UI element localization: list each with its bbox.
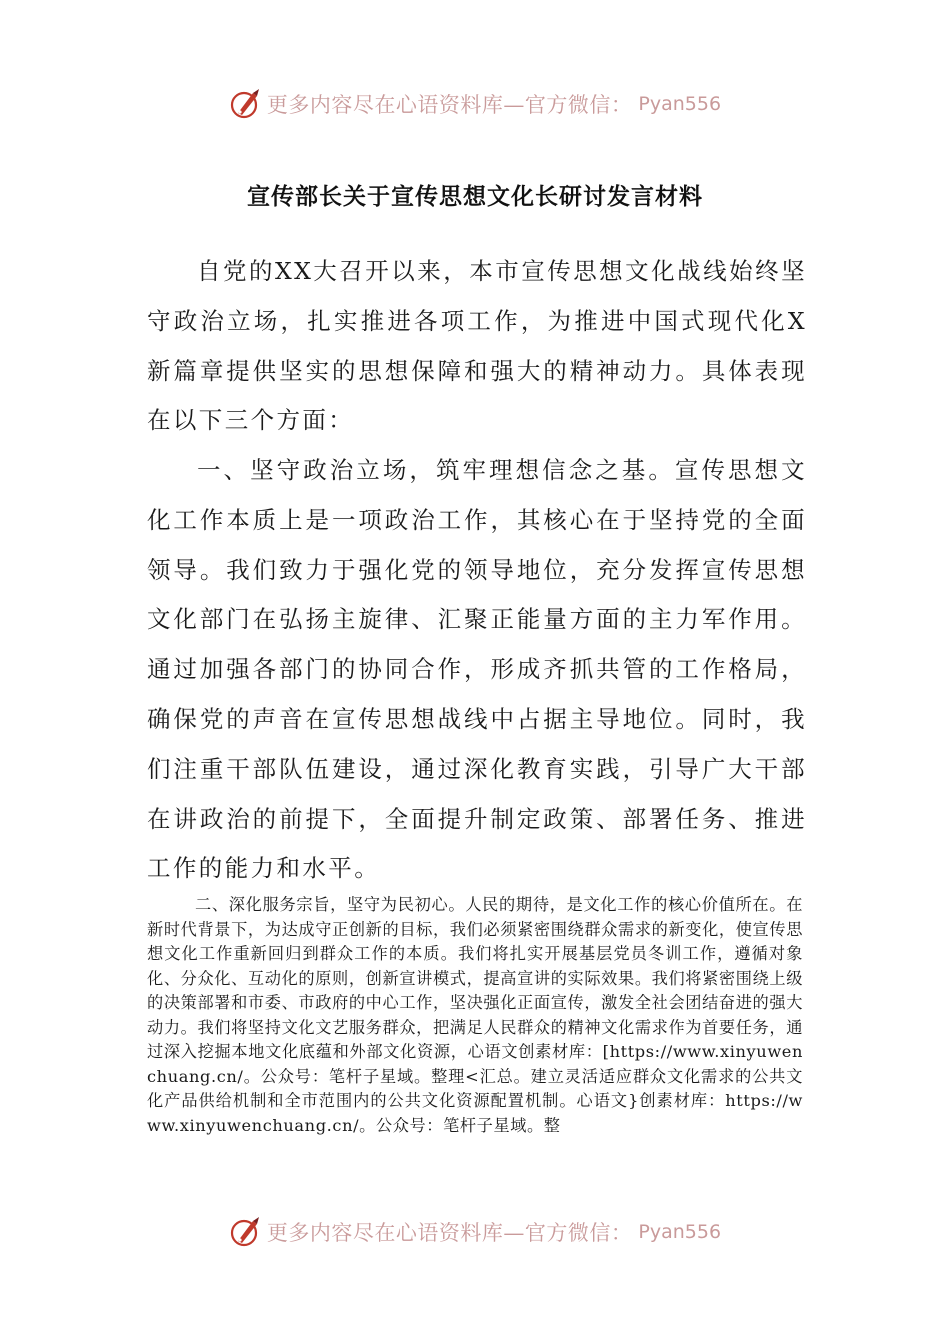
banner-contact: Pyan556: [638, 1221, 722, 1243]
banner-text: 更多内容尽在心语资料库—官方微信：: [266, 93, 633, 117]
banner-text: 更多内容尽在心语资料库—官方微信：: [266, 1221, 633, 1245]
document-title: 宣传部长关于宣传思想文化长研讨发言材料: [247, 184, 703, 210]
pen-nib-circle-icon: [229, 87, 263, 121]
banner-contact: Pyan556: [638, 93, 722, 115]
footer-banner: [0, 1210, 950, 1254]
paragraph-section-one: 一、坚守政治立场，筑牢理想信念之基。宣传思想文化工作本质上是一项政治工作，其核心在于坚持党的全面领导。我们致力于强化党的领导地位，充分发挥宣传思想文化部门在弘扬主旋律、汇聚正能量方面的主力军作用。通过加强各部门的协同合作，形成齐抓共管的工作格局，确保党的声音在宣传思想战线中占据主导地位。同时，我们注重干部队伍建设，通过深化教育实践，引导广大干部在讲政治的前提下，全面提升制定政策、部署任务、推进工作的能力和水平。: [147, 456, 807, 883]
paragraph-section-two: 二、深化服务宗旨，坚守为民初心。人民的期待，是文化工作的核心价值所在。在新时代背景下，为达成守正创新的目标，我们必须紧密围绕群众需求的新变化，使宣传思想文化工作重新回归到群众工作的本质。我们将扎实开展基层党员冬训工作，遵循对象化、分众化、互动化的原则，创新宣讲模式，提高宣讲的实际效果。我们将紧密围绕上级的决策部署和市委、市政府的中心工作，坚决强化正面宣传，激发全社会团结奋进的强大动力。我们将坚持文化文艺服务群众，把满足人民群众的精神文化需求作为首要任务，通过深入挖掘本地文化底蕴和外部文化资源，心语文创素材库：[https://www.xinyuwenchuang.cn/。公众号：笔杆子星域。整理<汇总。建立灵活适应群众文化需求的公共文化产品供给机制和全市范围内的公共文化资源配置机制。心语文}创素材库：https://www.xinyuwenchuang.cn/。公众号：笔杆子星域。整: [147, 895, 803, 1135]
header-banner: [0, 82, 950, 126]
paragraph-intro: 自党的XX大召开以来，本市宣传思想文化战线始终坚守政治立场，扎实推进各项工作，为推进中国式现代化X新篇章提供坚实的思想保障和强大的精神动力。具体表现在以下三个方面：: [147, 257, 807, 435]
pen-nib-circle-icon: [229, 1215, 263, 1249]
